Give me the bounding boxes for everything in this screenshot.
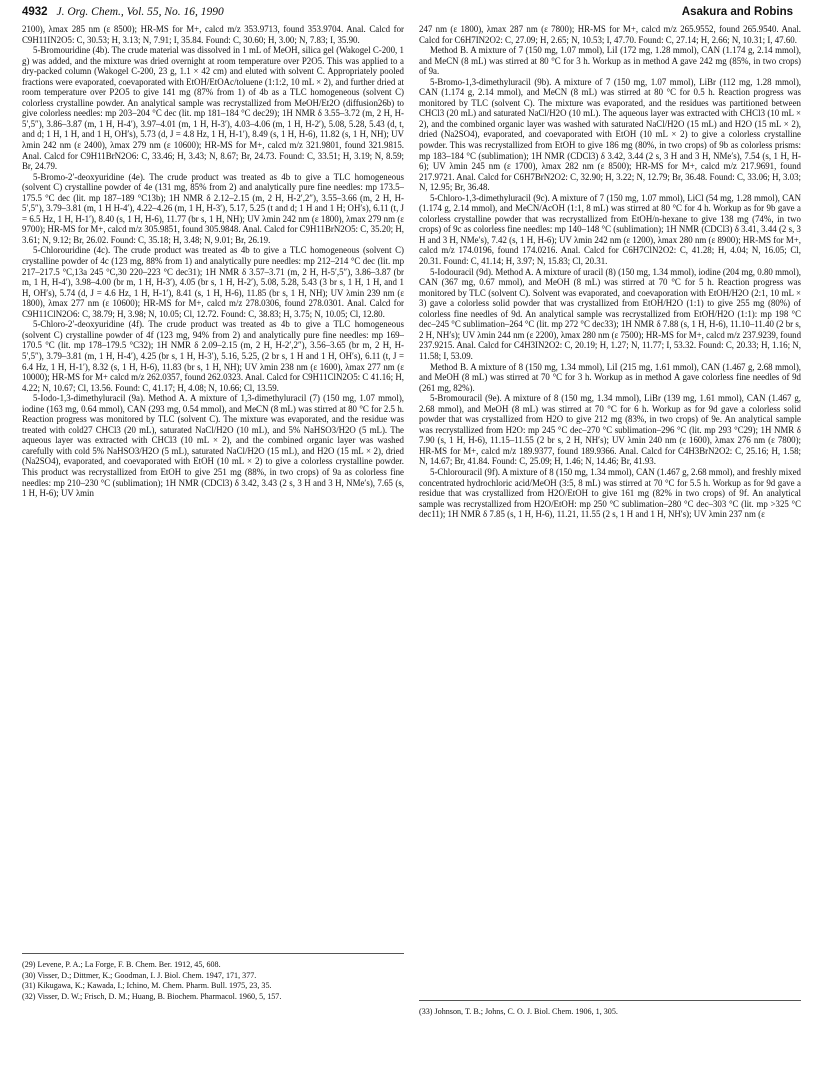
paragraph: 5-Iodouracil (9d). Method A. A mixture of uracil (8) (150 mg, 1.34 mmol), iodine (204 mg, 0.80 mmol), CAN (367 mg, 0.67 mmol), and MeOH (8 mL) was stirred at 70 °C for 5 h. Reaction progress was monitored by TLC (solvent C). Solvent was evaporated, and coevaporation with EtOH/H2O (2:1, 10 mL × 3) gave a colorless solid powder that was crystallized from EtOH/H2O (1:1) to give 255 mg (80%) of colorless fine needles of 9d. An analytical sample was recrystallized from EtOH/H2O (1:1): mp 198 °C dec–245 °C sublimation–264 °C (lit. mp 272 °C dec33); 1H NMR δ 7.88 (s, 1 H, H-6), 11.10–11.40 (2 br s, 2 H, NH′s); UV λmin 244 nm (ε 2200), λmax 280 nm (ε 7500); HR-MS for M+, calcd m/z 237.9239, found 237.9215. Anal. Calcd for C4H3IN2O2: C, 20.19; H, 1.27; N, 11.77; I, 53.32. Found: C, 20.33; H, 1.16; N, 11.58; I, 53.09. xyxy=(419,266,801,361)
right-column xyxy=(419,24,801,1059)
paragraph: 5-Chloro-2′-deoxyuridine (4f). The crude product was treated as 4b to give a TLC homogeneous (solvent C) crystalline powder of 4f (123 mg, 94% from 2) and analytically pure fine needles: mp 169–170.5 °C (lit. mp 178–179.5 °C32); 1H NMR δ 2.09–2.15 (m, 2 H, H-2′,2″), 3.56–3.65 (br m, 2 H, H-5′,5″), 3.79–3.81 (m, 1 H, H-4′), 4.25 (br s, 1 H, H-3′), 5.16, 5.25, (2 br s, 1 H and 1 H, OH′s), 6.11 (t, J = 6.4 Hz, 1 H, H-1′), 8.32 (s, 1 H, H-6), 11.83 (br s, 1 H, NH); UV λmin 238 nm (ε 1600), λmax 277 nm (ε 10000); HR-MS for M+ calcd m/z 262.0357, found 262.0323. Anal. Calcd for C9H11ClN2O5: C 41.16; H, 4.22; N, 10.67; Cl, 13.56. Found: C, 41.17; H, 4.08; N, 10.66; Cl, 13.59. xyxy=(22,319,404,393)
reference-item: (33) Johnson, T. B.; Johns, C. O. J. Biol. Chem. 1906, 1, 305. xyxy=(419,1007,618,1016)
running-authors: Asakura and Robins xyxy=(681,6,793,18)
footnote-references-right xyxy=(419,1000,801,1018)
paragraph: Method B. A mixture of 8 (150 mg, 1.34 mmol), LiI (215 mg, 1.61 mmol), CAN (1.467 g, 2.68 mmol), and MeOH (8 mL) was stirred at 70 °C for 3 h. Workup as in method A gave colorless fine needles of 9d (261 mg, 82%). xyxy=(419,361,801,393)
paragraph: 5-Bromo-1,3-dimethyluracil (9b). A mixture of 7 (150 mg, 1.07 mmol), LiBr (112 mg, 1.28 mmol), CAN (1.174 g, 2.14 mmol), and MeCN (8 mL) was stirred at 80 °C for 0.5 h. Reaction progress was monitored by TLC (solvent C). The mixture was evaporated, and the residues was partitioned between CHCl3 (20 mL) and saturated NaCl/H2O (10 mL). The aqueous layer was extracted with CHCl3 (10 mL × 2), and the combined organic layer was washed with saturated NaCl/H2O (15 mL) and H2O (15 mL × 2), dried (Na2SO4), evaporated, and coevaporated with EtOH (10 mL × 2) to give a colorless crystalline powder. This was recrystallized from EtOH to give 186 mg (80%, in two crops) of 9b as colorless prisms: mp 183–184 °C (sublimation); 1H NMR (CDCl3) δ 3.42, 3.44 (2 s, 3 H and 3 H, NMe′s), 7.54 (s, 1 H, H-6); UV λmin 245 nm (ε 1700), λmax 282 nm (ε 8500); HR-MS for M+, calcd m/z 217.9691, found 217.9721. Anal. Calcd for C6H7BrN2O2: C, 32.90; H, 3.22; N, 12.79; Br, 36.48. Found: C, 33.06; H, 3.03; N, 12.95; Br, 36.48. xyxy=(419,76,801,193)
paragraph: Method B. A mixture of 7 (150 mg, 1.07 mmol), LiI (172 mg, 1.28 mmol), CAN (1.174 g, 2.14 mmol), and MeCN (8 mL) was stirred at 80 °C for 3 h. Workup as in method A gave 242 mg (85%, in two crops) of 9a. xyxy=(419,45,801,77)
left-column xyxy=(22,24,404,1059)
page-number: 4932 xyxy=(22,6,48,18)
reference-item: (30) Visser, D.; Dittmer, K.; Goodman, I. J. Biol. Chem. 1947, 171, 377. xyxy=(22,970,257,980)
paragraph: 5-Iodo-1,3-dimethyluracil (9a). Method A. A mixture of 1,3-dimethyluracil (7) (150 mg, 1.07 mmol), iodine (163 mg, 0.64 mmol), CAN (293 mg, 0.54 mmol), and MeCN (8 mL) was stirred at 80 °C for 2.5 h. Reaction progress was monitored by TLC (solvent C). The mixture was evaporated, and the residue was treated with cold27 CHCl3 (20 mL), saturated NaCl/H2O (10 mL), and 5% NaHSO3/H2O (5 mL). The aqueous layer was extracted with CHCl3 (10 mL × 2), and the combined organic layer was washed carefully with cold 5% NaHSO3/H2O (5 mL), saturated NaCl/H2O (15 mL), and H2O (15 mL × 2), dried (Na2SO4), evaporated, and coevaporated with EtOH (10 mL × 2) to give a colorless crystalline powder. This product was recrystallized from EtOH to give 251 mg (88%, in two crops) of 9a as colorless fine needles: mp 210–230 °C (sublimation); 1H NMR (CDCl3) δ 3.42, 3.43 (2 s, 3 H and 3 H, NMe′s), 7.65 (s, 1 H, H-6); UV λmin xyxy=(22,393,404,499)
paragraph: 5-Bromo-2′-deoxyuridine (4e). The crude product was treated as 4b to give a TLC homogeneous (solvent C) crystalline powder of 4e (131 mg, 85% from 2) and analytically pure fine needles: mp 173.5–175.5 °C dec (lit. mp 187–189 °C13b); 1H NMR δ 2.12–2.15 (m, 2 H, H-2′,2″), 3.55–3.66 (m, 2 H, H-5′,5″), 3.79–3.81 (m, 1 H H-4′), 4.22–4.26 (m, 1 H, H-3′), 5.17, 5.25 (t and d; 1 H and 1 H; OH′s), 6.11 (t, J = 6.5 Hz, 1 H, H-1′), 8.40 (s, 1 H, H-6), 11.77 (br s, 1 H, NH); UV λmin 242 nm (ε 1800), λmax 279 nm (ε 9700); HR-MS for M+, calcd m/z 305.9851, found 305.9848. Anal. Calcd for C9H11BrN2O5: C, 35.20; H, 3.61; N, 9.12; Br, 26.02. Found: C, 35.18; H, 3.48; N, 9.01; Br, 26.19. xyxy=(22,171,404,245)
journal-citation: J. Org. Chem., Vol. 55, No. 16, 1990 xyxy=(56,6,224,18)
paragraph: 2100), λmax 285 nm (ε 8500); HR-MS for M+, calcd m/z 353.9713, found 353.9704. Anal. Calcd for C9H11IN2O5: C, 30.53; H, 3.13; N, 7.91; I, 35.84. Found: C, 30.60; H, 3.00; N, 7.83; I, 35.90. xyxy=(22,24,404,45)
paragraph: 5-Chlorouridine (4c). The crude product was treated as 4b to give a TLC homogeneous (solvent C) crystalline powder of 4c (123 mg, 88% from 1) and analytically pure needles: mp 212–214 °C dec (lit. mp 217–217.5 °C,13a 245 °C,30 220–223 °C dec31); 1H NMR δ 3.57–3.71 (m, 2 H, H-5′,5″), 3.86–3.87 (br m, 1 H, H-4′), 3.98–4.00 (br m, 1 H, H-3′), 4.05 (br s, 1 H, H-2′), 5.08, 5.28, 5.43 (3 br s, 1 H, 1 H, and 1 H, OH′s), 5.74 (d, J = 4.6 Hz, 1 H, H-1′), 8.41 (s, 1 H, H-6), 11.85 (br s, 1 H, NH); UV λmin 239 nm (ε 1800), λmax 277 nm (ε 10600); HR-MS for M+, calcd m/z 278.0306, found 278.0301. Anal. Calcd for C9H11ClN2O6: C, 38.79; H, 3.98; N, 10.05; Cl, 12.72. Found: C, 38.83; H, 3.75; N, 10.05; Cl, 12.80. xyxy=(22,245,404,319)
reference-item: (31) Kikugawa, K.; Kawada, I.; Ichino, M. Chem. Pharm. Bull. 1975, 23, 35. xyxy=(22,981,272,991)
running-header xyxy=(22,6,793,26)
paragraph: 5-Chloro-1,3-dimethyluracil (9c). A mixture of 7 (150 mg, 1.07 mmol), LiCl (54 mg, 1.28 mmol), CAN (1.174 g, 2.14 mmol), and MeCN/AcOH (1:1, 8 mL) was stirred at 80 °C for 4 h. Workup as for 9b gave a colorless crystalline powder that was recrystallized from EtOH/n-hexane to give 138 mg (74%, in two crops) of 9c as colorless fine needles: mp 140–148 °C (sublimation); 1H NMR (CDCl3) δ 3.41, 3.44 (2 s, 3 H and 3 H, NMe′s), 7.42 (s, 1 H, H-6); UV λmin 242 nm (ε 1200), λmax 280 nm (ε 8900); HR-MS for M+, calcd m/z 174.0196, found 174.0216. Anal. Calcd for C6H7ClN2O2: C, 41.28; H, 4.04; N, 16.05; Cl, 20.31. Found: C, 41.14; H, 3.97; N, 15.83; Cl, 20.31. xyxy=(419,192,801,267)
reference-item: (29) Levene, P. A.; La Forge, F. B. Chem. Ber. 1912, 45, 608. xyxy=(22,960,221,969)
paragraph: 5-Bromouridine (4b). The crude material was dissolved in 1 mL of MeOH, silica gel (Wakogel C-200, 1 g) was added, and the mixture was dried overnight at room temperature over P2O5. This was applied to a dry-packed column (Wakogel C-200, 23 g, 1.1 × 42 cm) and eluted with solvent C. Appropriately pooled fractions were evaporated, coevaporated with EtOH/EtOAc/toluene (1:1:2, 10 mL × 2), and further dried at room temperature over P2O5 to give 141 mg (87% from 1) of 4b as a TLC homogeneous (solvent C) colorless crystalline powder. An analytical sample was recrystallized from MeOH/Et2O (diffusion26b) to give colorless needles: mp 203–204 °C dec (lit. mp 181–184 °C dec29); 1H NMR δ 3.55–3.72 (m, 2 H, H-5′,5″), 3.86–3.87 (m, 1 H, H-4′), 3.97–4.01 (m, 1 H, H-3′), 4.03–4.06 (m, 1 H, H-2′), 5.08, 5.28, 5.43 (d, t, and d; 1 H, 1 H, and 1 H, OH′s), 5.73 (d, J = 4.8 Hz, 1 H, H-1′), 8.49 (s, 1 H, H-6), 11.82 (s, 1 H, NH); UV λmin 242 nm (ε 2400), λmax 279 nm (ε 10600); HR-MS for M+, calcd m/z 321.9801, found 321.9815. Anal. Calcd for C9H11BrN2O6: C, 33.46; H, 3.43; N, 8.67; Br, 24.73. Found: C, 33.51; H, 3.19; N, 8.59; Br, 24.79. xyxy=(22,45,404,172)
reference-item: (32) Visser, D. W.; Frisch, D. M.; Huang, B. Biochem. Pharmacol. 1960, 5, 157. xyxy=(22,991,282,1001)
paragraph: 5-Bromouracil (9e). A mixture of 8 (150 mg, 1.34 mmol), LiBr (139 mg, 1.61 mmol), CAN (1.467 g, 2.68 mmol), and MeOH (8 mL) was stirred at 70 °C for 6 h. Workup as for 9d gave a colorless solid powder that was crystallized from H2O to give 212 mg (83%, in two crops) of 9e. An analytical sample was recrystallized from H2O: mp 245 °C dec–270 °C sublimation–296 °C (lit. mp 293 °C29); 1H NMR δ 7.90 (s, 1 H, H-6), 11.15–11.55 (2 br s, 2 H, NH′s); UV λmin 240 nm (ε 1600), λmax 276 nm (ε 7800); HR-MS for M+, calcd m/z 189.9377, found 189.9366. Anal. Calcd for C4H3BrN2O2: C, 25.16; H, 1.58; N, 14.67; Br, 41.84. Found: C, 25.09; H, 1.46; N, 14.46; Br, 41.93. xyxy=(419,393,801,467)
paragraph: 5-Chlorouracil (9f). A mixture of 8 (150 mg, 1.34 mmol), CAN (1.467 g, 2.68 mmol), and freshly mixed concentrated hydrochloric acid/MeOH (3:5, 8 mL) was stirred at 70 °C for 5.5 h. Workup as for 9d gave a residue that was crystallized from H2O/EtOH to give 161 mg (82% in two crops) of 9f. An analytical sample was recrystallized from H2O/EtOH: mp 250 °C sublimation–280 °C dec–303 °C (lit. mp >325 °C dec11); 1H NMR δ 7.85 (s, 1 H, H-6), 11.21, 11.55 (2 s, 1 H and 1 H, NH′s); UV λmin 237 nm (ε xyxy=(419,466,801,520)
footnote-references-left xyxy=(22,953,404,1002)
paragraph: 247 nm (ε 1800), λmax 287 nm (ε 7800); HR-MS for M+, calcd m/z 265.9552, found 265.9540. Anal. Calcd for C6H7IN2O2: C, 27.09; H, 2.65; N, 10.53; I, 47.70. Found: C, 27.14; H, 2.66; N, 10.31; I, 47.60. xyxy=(419,24,801,45)
